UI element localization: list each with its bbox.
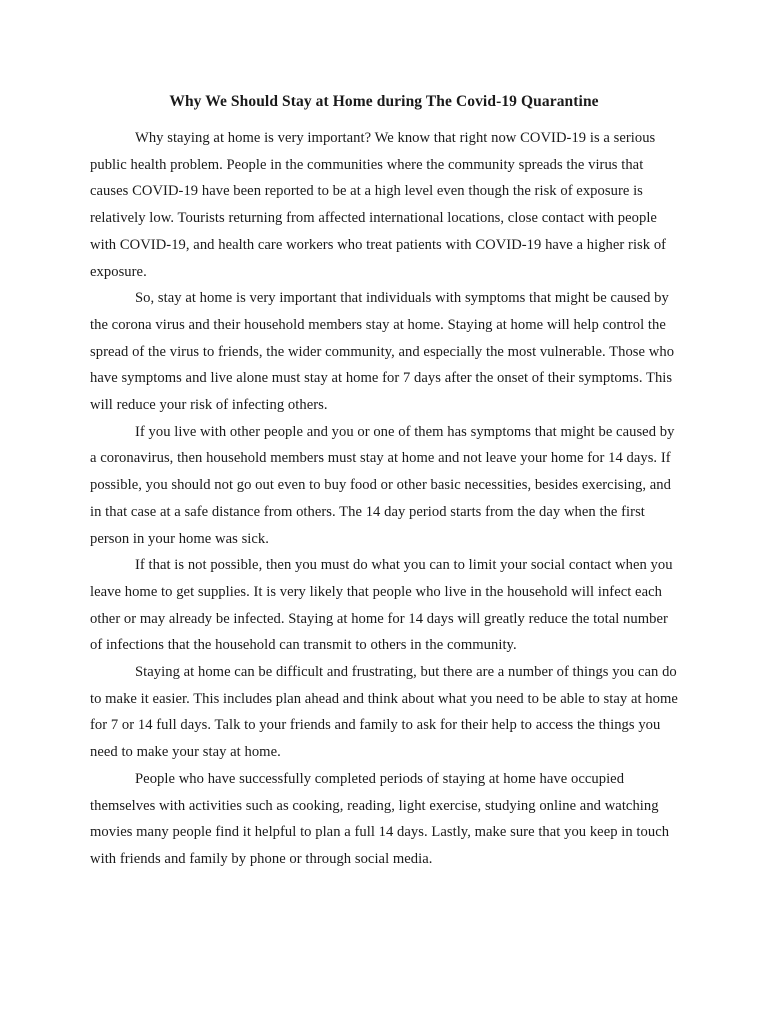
paragraph-4: If that is not possible, then you must do what you can to limit your social contact when you leave home to get supplies. It is very likely that people who live in the household will infect each other or may already be infected. Staying at home for 14 days will greatly reduce the total number of infections that the household can transmit to others in the community. — [90, 557, 673, 654]
paragraph-1: Why staying at home is very important? We know that right now COVID-19 is a serious public health problem. People in the communities where the community spreads the virus that causes COVID-19 have been reported to be at a high level even though the risk of exposure is relatively low. Tourists returning from affected international locations, close contact with people with COVID-19, and health care workers who treat patients with COVID-19 have a higher risk of exposure. — [90, 130, 667, 280]
paragraph-6: People who have successfully completed periods of staying at home have occupied themselves with activities such as cooking, reading, light exercise, studying online and watching movies many people find it helpful to plan a full 14 days. Lastly, make sure that you keep in touch with friends and family by phone or through social media. — [90, 770, 670, 867]
document-page — [90, 88, 678, 873]
paragraph-3: If you live with other people and you or one of them has symptoms that might be caused by a coronavirus, then household members must stay at home and not leave your home for 14 days. If possible, you should not go out even to buy food or other basic necessities, besides exercising, and in that case at a safe distance from others. The 14 day period starts from the day when the first person in your home was sick. — [90, 423, 675, 547]
document-title: Why We Should Stay at Home during The Covid-19 Quarantine — [169, 93, 599, 110]
paragraph-5: Staying at home can be difficult and frustrating, but there are a number of things you can do to make it easier. This includes plan ahead and think about what you need to be able to stay at home for 7 or 14 full days. Talk to your friends and family to ask for their help to access the things you need to make your stay at home. — [90, 664, 678, 761]
paragraph-2: So, stay at home is very important that individuals with symptoms that might be caused by the corona virus and their household members stay at home. Staying at home will help control the spread of the virus to friends, the wider community, and especially the most vulnerable. Those who have symptoms and live alone must stay at home for 7 days after the onset of their symptoms. This will reduce your risk of infecting others. — [90, 290, 675, 414]
